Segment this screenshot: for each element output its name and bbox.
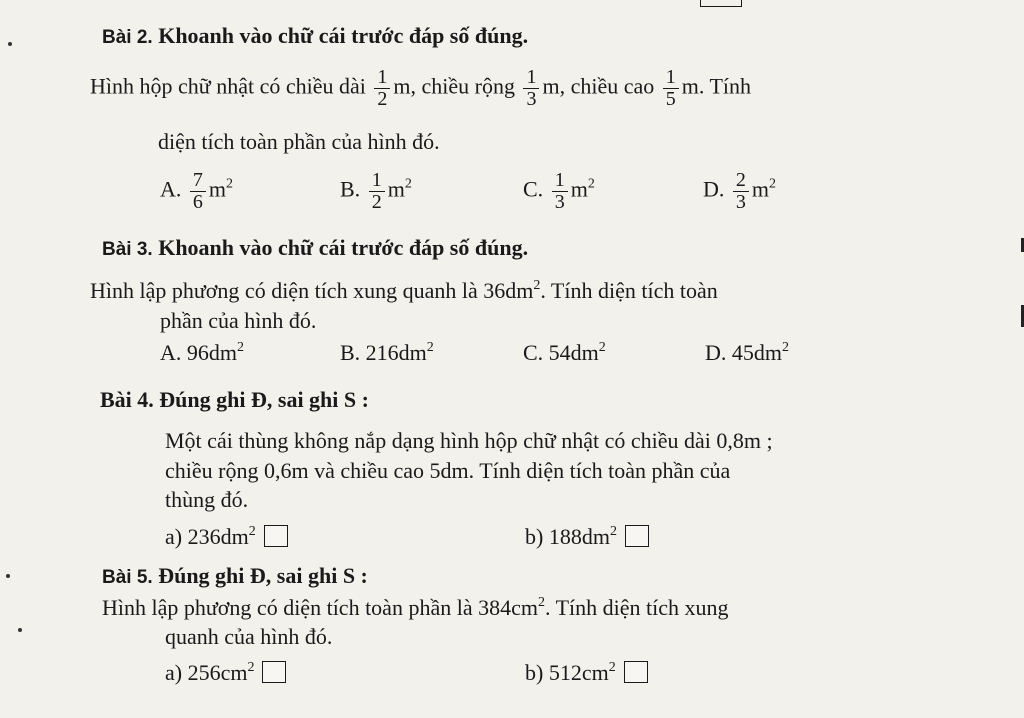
bai3-number: Bài 3. [102, 239, 153, 260]
bai5-text-2: . Tính diện tích xung [544, 595, 729, 620]
option-unit: m [387, 176, 405, 202]
answer-checkbox[interactable] [262, 661, 286, 683]
fraction-numerator: 1 [374, 67, 390, 89]
margin-dot [6, 574, 10, 578]
option-exponent: 2 [769, 176, 777, 192]
option-fraction [190, 170, 206, 213]
fraction-numerator: 1 [523, 67, 539, 89]
option-letter: C. [523, 176, 544, 202]
option-exponent: 2 [404, 176, 412, 192]
option-label: A. 96dm [160, 340, 237, 365]
bai4-answer-b [525, 524, 649, 550]
fraction-denominator: 2 [377, 88, 388, 110]
fraction-numerator: 7 [190, 170, 206, 192]
answer-exponent: 2 [248, 524, 256, 539]
option-unit: m [570, 176, 588, 202]
answer-checkbox[interactable] [625, 525, 649, 547]
bai5-text-1: Hình lập phương có diện tích toàn phần là 384cm [102, 595, 538, 620]
bai2-heading [102, 23, 528, 51]
bai4-line1: Một cái thùng không nắp dạng hình hộp chữ nhật có chiều dài 0,8m ; [165, 428, 773, 453]
bai5-answer-a [165, 660, 286, 686]
cropped-answer-box [700, 0, 742, 7]
bai3-heading [102, 235, 528, 263]
bai4-line2: chiều rộng 0,6m và chiều cao 5dm. Tính diện tích toàn phần của [165, 458, 731, 483]
bai3-option-b[interactable] [340, 340, 434, 366]
bai2-text-4: m. Tính [681, 73, 752, 99]
margin-dot [18, 628, 22, 632]
answer-checkbox[interactable] [624, 661, 648, 683]
fraction-denominator: 5 [665, 88, 676, 110]
bai3-option-d[interactable] [705, 340, 789, 366]
bai5-line1 [102, 595, 729, 621]
option-exponent: 2 [226, 176, 234, 192]
bai2-heading-text: Khoanh vào chữ cái trước đáp số đúng. [152, 23, 529, 48]
option-label: D. 45dm [705, 340, 782, 365]
bai2-text-3: m, chiều cao [542, 73, 660, 99]
bai5-line2: quanh của hình đó. [165, 624, 333, 649]
fraction-numerator: 2 [733, 170, 749, 192]
option-fraction [552, 170, 568, 213]
option-unit: m [208, 176, 227, 202]
bai5-heading [102, 563, 368, 591]
bai3-text-1: Hình lập phương có diện tích xung quanh là 36dm [90, 278, 534, 303]
option-exponent: 2 [426, 340, 434, 355]
bai3-option-c[interactable] [523, 340, 606, 366]
bai4-answer-a [165, 524, 288, 550]
bai5-exponent: 2 [537, 595, 545, 610]
fraction-width [523, 67, 539, 110]
fraction-denominator: 6 [192, 191, 203, 213]
option-label: B. 216dm [340, 340, 427, 365]
option-exponent: 2 [587, 176, 595, 192]
option-letter: A. [160, 176, 182, 202]
bai5-answer-b [525, 660, 648, 686]
answer-exponent: 2 [608, 660, 616, 675]
answer-label: b) 512cm [525, 660, 609, 685]
answer-checkbox[interactable] [264, 525, 288, 547]
bai3-heading-text: Khoanh vào chữ cái trước đáp số đúng. [152, 235, 529, 260]
option-exponent: 2 [598, 340, 606, 355]
bai2-text-2: m, chiều rộng [393, 73, 521, 99]
fraction-numerator: 1 [369, 170, 385, 192]
bai2-option-b[interactable] [340, 170, 412, 213]
answer-exponent: 2 [609, 524, 617, 539]
option-letter: D. [703, 176, 725, 202]
bai3-option-a[interactable] [160, 340, 244, 366]
bai3-question-line1 [90, 278, 718, 304]
fraction-denominator: 3 [526, 88, 537, 110]
fraction-denominator: 3 [735, 191, 746, 213]
fraction-length [374, 67, 390, 110]
option-label: C. 54dm [523, 340, 599, 365]
bai4-line3: thùng đó. [165, 487, 249, 512]
fraction-denominator: 2 [371, 191, 382, 213]
margin-dot [8, 42, 12, 46]
bai2-option-c[interactable] [523, 170, 595, 213]
answer-label: a) 236dm [165, 524, 249, 549]
bai2-option-a[interactable] [160, 170, 233, 213]
bai2-text-1: Hình hộp chữ nhật có chiều dài [90, 73, 372, 99]
option-fraction [369, 170, 385, 213]
option-letter: B. [340, 176, 361, 202]
bai2-question-line1 [90, 67, 751, 110]
option-exponent: 2 [237, 340, 244, 355]
answer-label: a) 256cm [165, 660, 248, 685]
bai2-question-line2: diện tích toàn phần của hình đó. [158, 129, 440, 154]
bai5-heading-text: Đúng ghi Đ, sai ghi S : [152, 563, 368, 588]
bai3-question-line2: phần của hình đó. [160, 308, 317, 333]
option-fraction [733, 170, 749, 213]
option-unit: m [751, 176, 770, 202]
fraction-height [663, 67, 679, 110]
bai5-number: Bài 5. [102, 567, 153, 588]
bai3-exponent: 2 [533, 278, 541, 293]
fraction-numerator: 1 [663, 67, 679, 89]
bai2-number: Bài 2. [102, 27, 153, 48]
fraction-numerator: 1 [552, 170, 568, 192]
answer-exponent: 2 [247, 660, 255, 675]
bai4-heading: Bài 4. Đúng ghi Đ, sai ghi S : [100, 387, 369, 412]
answer-label: b) 188dm [525, 524, 610, 549]
fraction-denominator: 3 [554, 191, 565, 213]
bai2-option-d[interactable] [703, 170, 776, 213]
bai3-text-2: . Tính diện tích toàn [540, 278, 718, 303]
option-exponent: 2 [782, 340, 789, 355]
